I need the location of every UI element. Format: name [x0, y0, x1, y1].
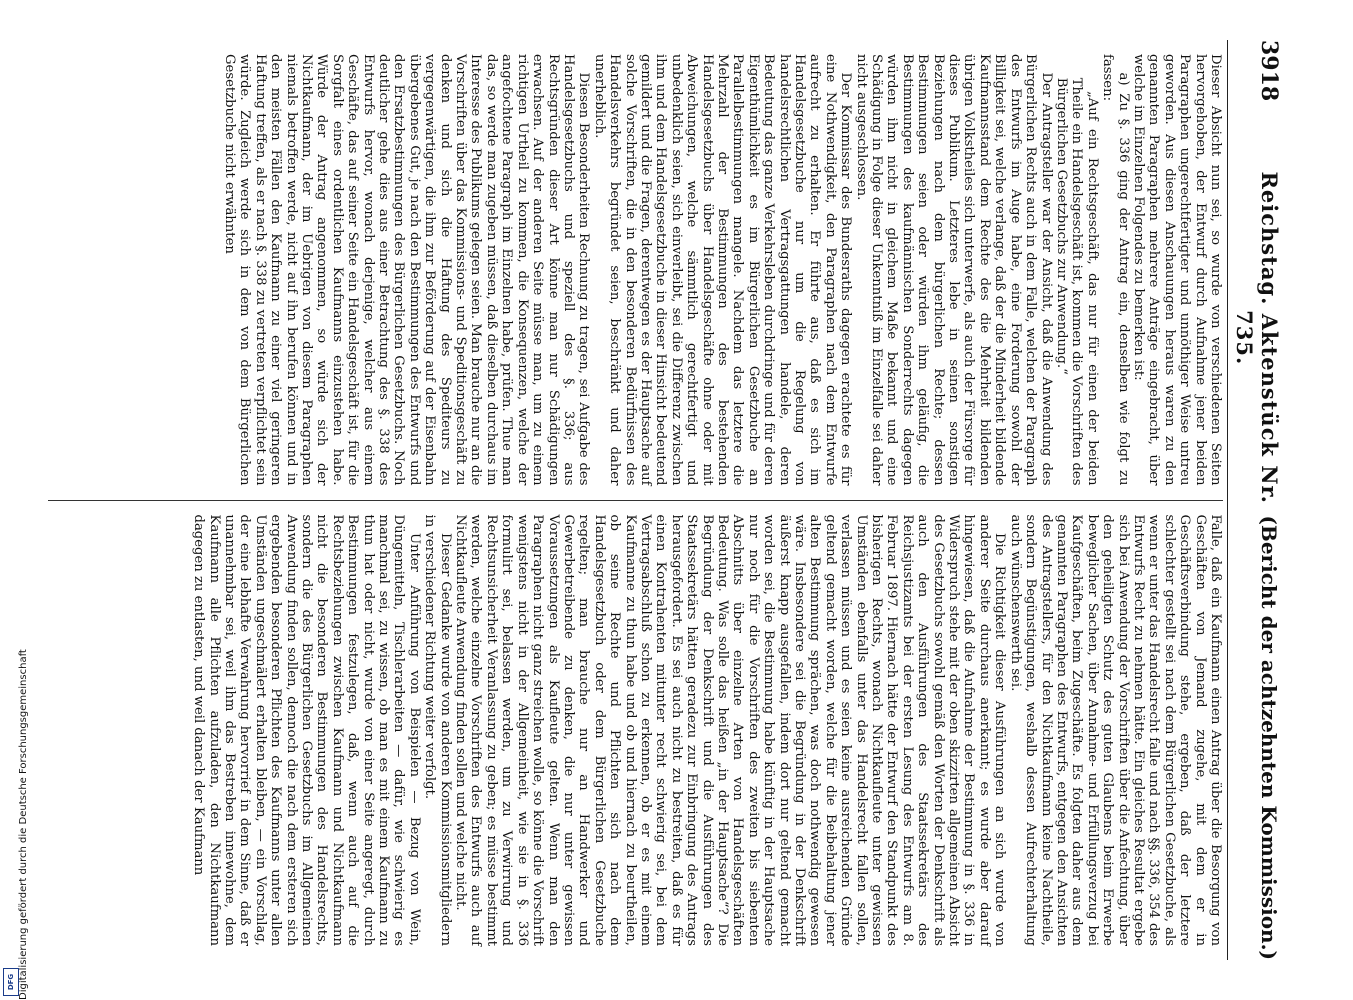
running-head [1227, 40, 1282, 960]
page-subtitle: (Bericht der achtzehnten Kommission.) [1257, 515, 1281, 960]
paragraph: Diesen Besonderheiten Rechnung zu tragen, sei Aufgabe des Handelsgesetzbuchs und speziell des §. 336; aus Rechtsgründen dieser Art könne man nur Schädigungen erwachsen. Auf der anderen Seite müsse man, um zu einem richtigen Urtheil zu kommen, die Konsequenzen, welche der angefochtene Paragraph im Einzelnen habe, prüfen. Thue man das, so werde man zugeben müssen, daß dieselben durchaus im Interesse des Publikums gelegen seien. Man brauche nur an die Vorschriften über das Kommissions- und Speditionsgeschäft zu denken und sich die Haftung des Spediteurs zu vergegenwärtigen, die ihm zur Beförderung auf der Eisenbahn übergebenes Gut, je nach den Bestimmungen des Entwurfs und den Ersatzbestimmungen des Bürgerlichen Gesetzbuchs. Noch deutlicher gehe dies aus einer Betrachtung des §. 338 des Entwurfs hervor, wonach derjenige, welcher aus einem Geschäfte, das auf seiner Seite ein Handelsgeschäft ist, für die Sorgfalt eines ordentlichen Kaufmanns einzustehen habe. Würde der Antrag angenommen, so würde sich der Nichtkaufmann, der im Uebrigen von diesem Paragraphen niemals betroffen werde, nicht auf ihn berufen können und in den meisten Fällen den Kaufmann zu einer viel geringeren Haftung treffen, als er nach §. 338 zu vertreten verpflichtet sein würde. Zugleich werde sich in dem von dem Bürgerlichen Gesetzbuche nicht erwähnten [222, 54, 592, 486]
quoted-paragraph: „Auf ein Rechtsgeschäft, das nur für einen der beiden Theile ein Handelsgeschäft ist, kommen die Vorschriften des Bürgerlichen Gesetzbuchs zur Anwendung.“ [1053, 77, 1100, 486]
paragraph: Der Antragsteller war der Ansicht, daß die Anwendung des Bürgerlichen Rechts auch in dem Falle, welchen der Paragraph des Entwurfs im Auge habe, eine Forderung sowohl der Billigkeit sei, welche verlange, daß der die Minderheit bildende Kaufmannsstand dem Rechte des die Mehrheit bildenden übrigen Volkstheiles sich unterwerfe, als auch der Fürsorge für dieses Publikum. Letzteres lebe in seinen sonstigen Beziehungen nach dem bürgerlichen Rechte; dessen Bestimmungen seien oder würden ihm geläufig, die Bestimmungen des kaufmännischen Sonderrechts dagegen würden ihm nicht in gleichem Maße bekannt und eine Schädigung in Folge dieser Unkenntniß im Einzelfalle sei daher nicht ausgeschlossen. [853, 54, 1054, 486]
paragraph: Die Richtigkeit dieser Ausführungen an sich wurde von anderer Seite durchaus anerkannt; es wurde aber darauf hingewiesen, daß die Aufnahme der Bestimmung in §. 336 in Widerspruch stehe mit der oben skizzirten allgemeinen Absicht des Gesetzbuchs sowohl gemäß den Worten der Denkschrift als auch den Ausführungen des Staatssekretärs des Reichsjustizamts bei der ersten Lesung des Entwurfs am 8. Februar 1897. Hiernach hätte der Entwurf den Standpunkt des bisherigen Rechts, wonach Nichtkaufleute unter gewissen Umständen ebenfalls unter das Handelsrecht fallen sollen, verlassen müssen und es seien keine ausreichenden Gründe geltend gemacht worden, welche für die Beibehaltung jener alten Bestimmung sprächen, was doch nothwendig gewesen wäre. Insbesondere sei die Begründung in der Denkschrift äußerst knapp ausgefallen, indem dort nur geltend gemacht worden sei, die Bestimmung habe künftig in der Hauptsache nur noch für die Vorschriften des zweiten bis siebenten Abschnitts über einzelne Arten von Handelsgeschäften Bedeutung. Was solle das heißen „in der Hauptsache“? Die Begründung der Denkschrift und die Ausführungen des Staatssekretärs hätten geradezu zur Einbringung des Antrags herausgefordert. Es sei auch nicht zu bestreiten, daß es für einen Kontrahenten mitunter recht schwierig sei, bei dem Vertragsabschluß schon zu erkennen, ob er es mit einem Kaufmanne zu thun habe und ob und hiernach zu beurtheilen, ob seine Rechte und Pflichten sich nach dem Handelsgesetzbuch oder dem Bürgerlichen Gesetzbuche regelten; man brauche nur an Handwerker und Gewerbetreibende zu denken, die nur unter gewissen Voraussetzungen als Kaufleute gelten. Wenn man den Paragraphen nicht ganz streichen wolle, so könne die Vorschrift wenigstens nicht in der Allgemeinheit, wie sie in §. 336 formulirt sei, belassen werden, um zu Verwirrung und Rechtsunsicherheit Veranlassung zu geben; es müsse bestimmt werden, welche einzelne Vorschriften des Entwurfs auch auf Nichtkaufleute Anwendung finden sollen und welche nicht. [453, 514, 1008, 946]
paragraph: Dieser Gedanke wurde von anderen Kommissionsmitgliedern in verschiedener Richtung weiter verfolgt. [422, 514, 453, 946]
dfg-logo-text: DFG [7, 973, 15, 991]
paragraph: a) Zu §. 336 ging der Antrag ein, denselben wie folgt zu fassen: [1100, 54, 1131, 486]
paragraph: Falle, daß ein Kaufmann einen Antrag über die Besorgung von Geschäften von Jemand zugehe, mit dem er in Geschäftsverbindung stehe, ergeben, daß der letztere schlechter gestellt sei nach dem Bürgerlichen Gesetzbuche, als wenn er unter das Handelsrecht falle und nach §§. 336, 354 des Entwurfs Recht zu nehmen hätte. Ein gleiches Resultat ergebe sich bei Anwendung der Vorschriften über die Anfechtung, über den geheiligten Schutz des guten Glaubens beim Erwerbe beweglicher Sachen, über Annahme- und Erfüllungsverzug bei Kaufgeschäften, beim Zugeschäfte. Es folgten daher aus dem genannten Paragraphen des Entwurfs, entgegen den Ansichten des Antragstellers, für den Nichtkaufmann keine Nachtheile, sondern Begünstigungen, weshalb dessen Aufrechterhaltung auch wünschenswerth sei. [1007, 514, 1223, 946]
paragraph: Der Kommissar des Bundesraths dagegen erachtete es für eine Nothwendigkeit, den Paragraphen nach dem Entwurfe aufrecht zu erhalten. Er führte aus, daß es sich im Handelsgesetzbuche nur um die Regelung von handelsrechtlichen Vertragsgattungen handele, deren Bedeutung das ganze Verkehrsleben durchdringe und für deren Eigenthümlichkeit es im Bürgerlichen Gesetzbuche an Parallelbestimmungen mangele. Nachdem das letztere die Mehrzahl der Bestimmungen des bestehenden Handelsgesetzbuchs über Handelsgeschäfte ohne oder mit Abweichungen, welche sämmtlich gerechtfertigt und unbedenklich seien, sich einverleibt, sei die Differenz zwischen ihm und dem Handelsgesetzbuche in dieser Hinsicht bedeutend gemildert und die Fragen, derentwegen es der Hauptsache auf solche Vorschriften, die in den besonderen Bedürfnissen des Handelsverkehrs begründet seien, beschränkt und daher unerheblich. [591, 54, 854, 486]
left-column [48, 40, 1223, 500]
paragraph: Unter Anführung von Beispielen — Bezug von Wein, Düngemitteln, Tischlerarbeiten — dafür, wie schwierig es manchmal sei, zu wissen, ob man es mit einem Kaufmann zu thun hat oder nicht, wurde von einer Seite angeregt, durch Bestimmungen festzulegen, daß, wenn auch auf die Rechtsbeziehungen zwischen Kaufmann und Nichtkaufmann nicht die besonderen Bestimmungen des Handelsrechts, sondern die des Bürgerlichen Gesetzbuchs im Allgemeinen Anwendung finden sollen, dennoch die nach dem ersteren sich ergebenden besonderen Pflichten des Kaufmanns unter allen Umständen ungeschmälert erhalten bleiben, — ein Vorschlag, der eine lebhafte Verwahrung hervorrief in dem Sinne, daß er unannehmbar sei, weil ihm das Bestreben innewohne, dem Kaufmann alle Pflichten aufzuladen, den Nichtkaufmann dagegen zu entlasten, und weil danach der Kaufmann [191, 514, 422, 946]
paragraph: Dieser Absicht nun sei, so wurde von verschiedenen Seiten hervorgehoben, der Entwurf durch Aufnahme jener beiden Paragraphen ungerechtfertigter und unnöthiger Weise untreu geworden. Aus diesen Anschauungen heraus waren zu den genannten Paragraphen mehrere Anträge eingebracht, über welche im Einzelnen Folgendes zu bemerken ist: [1130, 54, 1223, 486]
dfg-logo [3, 968, 19, 996]
page-title: Reichstag. Aktenstück Nr. 735. [1232, 171, 1282, 504]
right-column [48, 501, 1223, 961]
text-columns [48, 40, 1223, 960]
digitization-note: Digitalisierung gefördert durch die Deutsche Forschungsgemeinschaft [18, 649, 29, 1000]
document-page [90, 0, 1300, 1000]
page-number: 3918 [1256, 40, 1282, 102]
